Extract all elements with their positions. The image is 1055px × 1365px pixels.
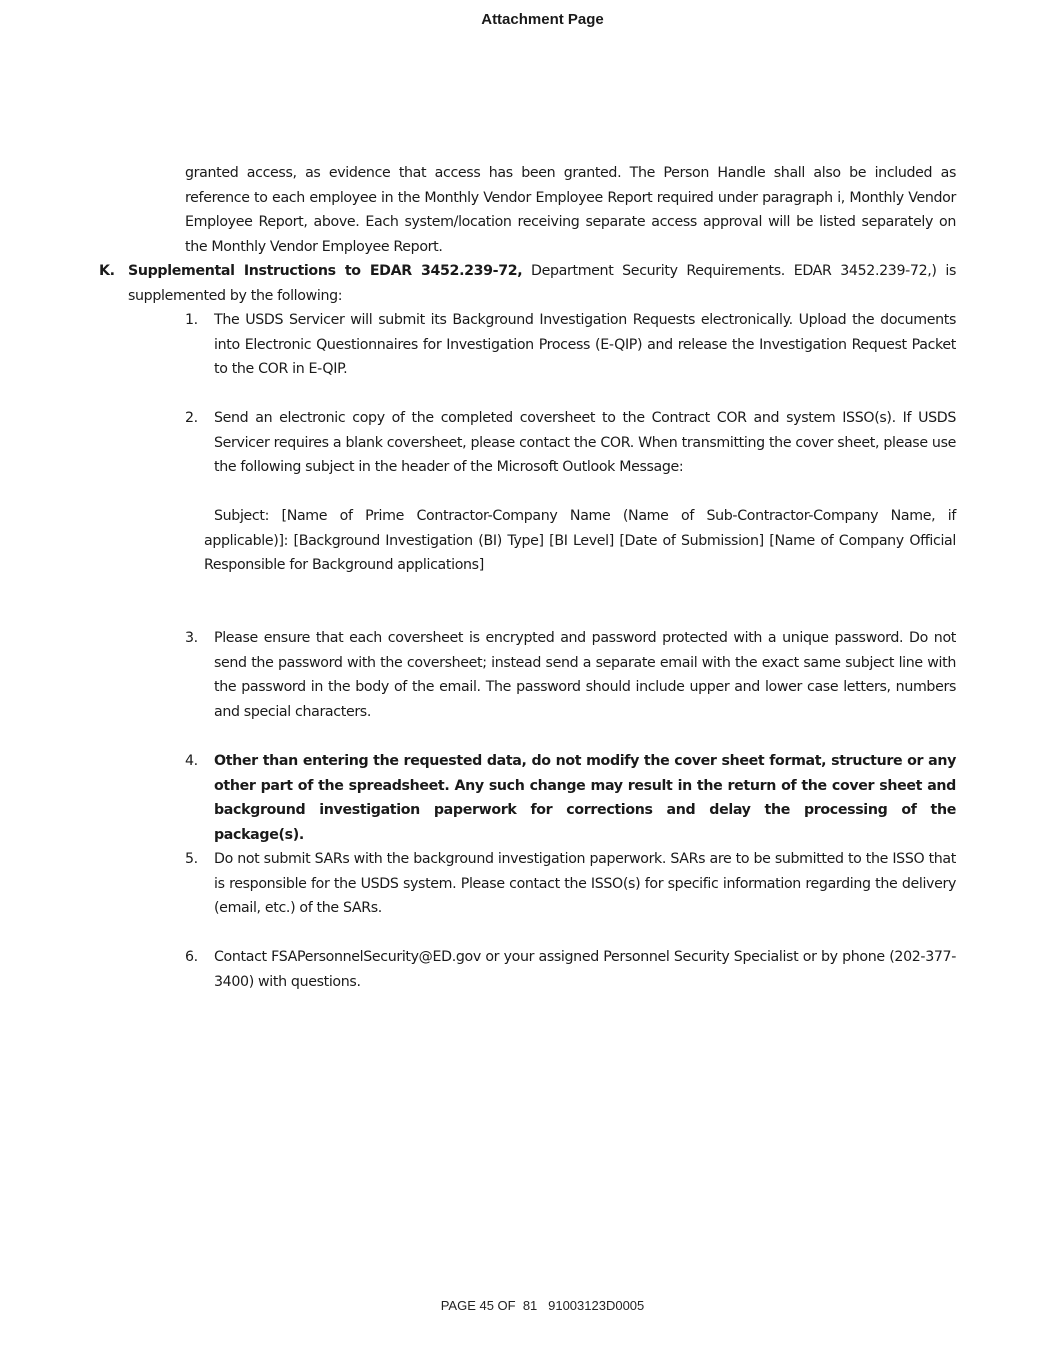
- subject-line-text: Subject: [Name of Prime Contractor-Company Name (Name of Sub-Contractor-Company Name, if applicable)]: [Background Investigation (BI) Type] [BI Level] [Date of Submission] [Name of Company Official Responsible for Background applications]: [204, 508, 956, 573]
- list-item-text: Contact FSAPersonnelSecurity@ED.gov or your assigned Personnel Security Specialist or by phone (202-377-3400) with questions.: [214, 949, 956, 990]
- list-item-number: 1.: [185, 312, 198, 328]
- list-item-number: 2.: [185, 410, 198, 426]
- list-item-text: The USDS Servicer will submit its Background Investigation Requests electronically. Upload the documents into Electronic Questionnaires for Investigation Process (E-QIP) and release the Investigation Request Packet to the COR in E-QIP.: [214, 312, 956, 377]
- list-item-text: Do not submit SARs with the background investigation paperwork. SARs are to be submitted to the ISSO that is responsible for the USDS system. Please contact the ISSO(s) for specific information regarding the delivery (email, etc.) of the SARs.: [214, 851, 956, 916]
- list-item-2: [185, 406, 956, 480]
- list-item-number: 4.: [185, 753, 198, 769]
- list-item-number: 5.: [185, 851, 198, 867]
- list-item-4: [185, 749, 956, 847]
- list-item-number: 6.: [185, 949, 198, 965]
- list-item-5: [185, 847, 956, 921]
- list-item-6: [185, 945, 956, 994]
- list-item-text: Send an electronic copy of the completed coversheet to the Contract COR and system ISSO(s). If USDS Servicer requires a blank coversheet, please contact the COR. When transmitting the cover sheet, please use the following subject in the header of the Microsoft Outlook Message:: [214, 410, 956, 475]
- section-k-label: K.: [99, 263, 115, 279]
- continuation-paragraph: granted access, as evidence that access has been granted. The Person Handle shall also be included as reference to each employee in the Monthly Vendor Employee Report required under paragraph i, Monthly Vendor Employee Report, above. Each system/location receiving separate access approval will be listed separately on the Monthly Vendor Employee Report.: [185, 165, 956, 255]
- page-header-title: Attachment Page: [481, 11, 604, 28]
- list-item-number: 3.: [185, 630, 198, 646]
- section-k: [99, 259, 956, 308]
- list-item-3: [185, 626, 956, 724]
- list-item-1: [185, 308, 956, 382]
- section-k-body: [128, 259, 956, 308]
- section-k-text: Department Security Requirements. EDAR 3452.239-72,) is supplemented by the following:: [128, 263, 956, 304]
- subject-line-template: [204, 504, 956, 578]
- list-item-text: Other than entering the requested data, do not modify the cover sheet format, structure or any other part of the spreadsheet. Any such change may result in the return of the cover sheet and background investigation paperwork for corrections and delay the processing of the package(s).: [214, 753, 956, 843]
- page-footer: PAGE 45 OF 81 91003123D0005: [440, 1298, 645, 1313]
- section-k-title: Supplemental Instructions to EDAR 3452.239-72,: [128, 263, 523, 279]
- list-item-text: Please ensure that each coversheet is encrypted and password protected with a unique password. Do not send the password with the coversheet; instead send a separate email with the exact same subject line with the password in the body of the email. The password should include upper and lower case letters, numbers and special characters.: [214, 630, 956, 720]
